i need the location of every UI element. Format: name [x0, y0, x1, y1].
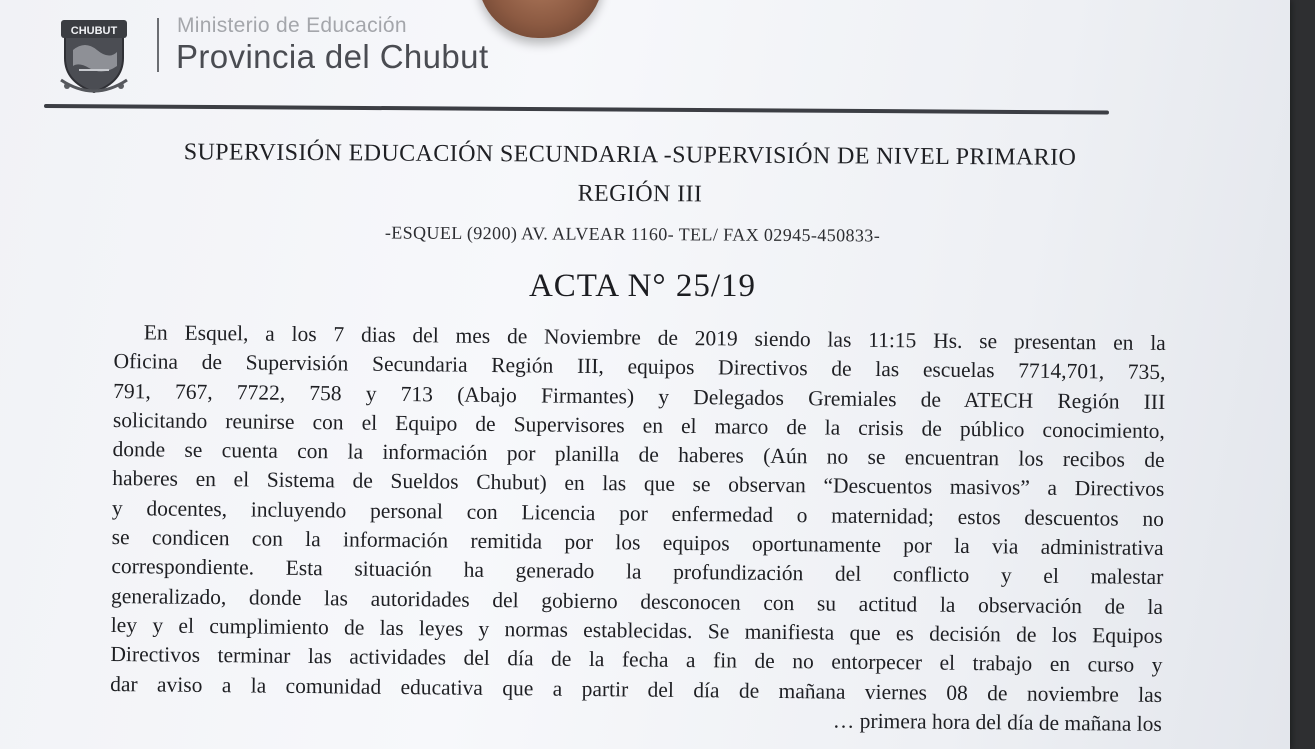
body-line: dar aviso a la comunidad educativa que a partir del día de mañana viernes 08 de noviembre las [110, 671, 1163, 707]
document-heading: SUPERVISIÓN EDUCACIÓN SECUNDARIA -SUPERVISIÓN DE NIVEL PRIMARIO [183, 139, 1077, 171]
body-line: Directivos terminar las actividades del día de la fecha a fin de no entorpecer el trabajo en curso y [110, 642, 1163, 678]
acta-number: ACTA N° 25/19 [528, 268, 757, 304]
body-line: correspondiente. Esta situación ha generado la profundización del conflicto y el malestar [111, 554, 1164, 590]
body-line: y docentes, incluyendo personal con Licencia por enfermedad o maternidad; estos descuentos no [111, 495, 1165, 531]
region-heading: REGIÓN III [577, 180, 703, 208]
body-line: solicitando reunirse con el Equipo de Supervisores en el marco de la crisis de público conocimiento, [112, 407, 1166, 443]
body-line: 791, 767, 7722, 758 y 713 (Abajo Firmantes) y Delegados Gremiales de ATECH Región III [113, 378, 1166, 414]
body-line-partial: … primera hora del día de mañana los [832, 708, 1162, 736]
finger-holding-paper [478, 0, 603, 38]
chubut-seal-icon [55, 10, 133, 96]
body-line: haberes en el Sistema de Sueldos Chubut) en las que se observan “Descuentos masivos” a Directivos [112, 466, 1165, 502]
body-line: ley y el cumplimiento de las leyes y normas establecidas. Se manifiesta que es decisión de los Equipos [110, 612, 1163, 648]
body-line: se condicen con la información remitida por los equipos oportunamente por la via administrativa [111, 525, 1164, 561]
province-name: Provincia del Chubut [176, 38, 489, 75]
body-line: donde se cuenta con la información por planilla de haberes (Aún no se encuentran los recibos de [112, 437, 1165, 473]
ministry-name: Ministerio de Educación [177, 14, 407, 37]
header-rule [44, 104, 1109, 115]
body-line: generalizado, donde las autoridades del gobierno desconocen con su actitud la observación de la [110, 583, 1164, 619]
office-address: -ESQUEL (9200) AV. ALVEAR 1160- TEL/ FAX 02945-450833- [384, 222, 881, 246]
body-line: En Esquel, a los 7 dias del mes de Noviembre de 2019 siendo las 11:15 Hs. se presentan en la [143, 320, 1166, 356]
header-divider [157, 18, 159, 72]
body-line: Oficina de Supervisión Secundaria Región III, equipos Directivos de las escuelas 7714,701, 735, [113, 349, 1166, 385]
acta-body [110, 318, 1166, 739]
svg-text:CHUBUT: CHUBUT [70, 25, 118, 37]
